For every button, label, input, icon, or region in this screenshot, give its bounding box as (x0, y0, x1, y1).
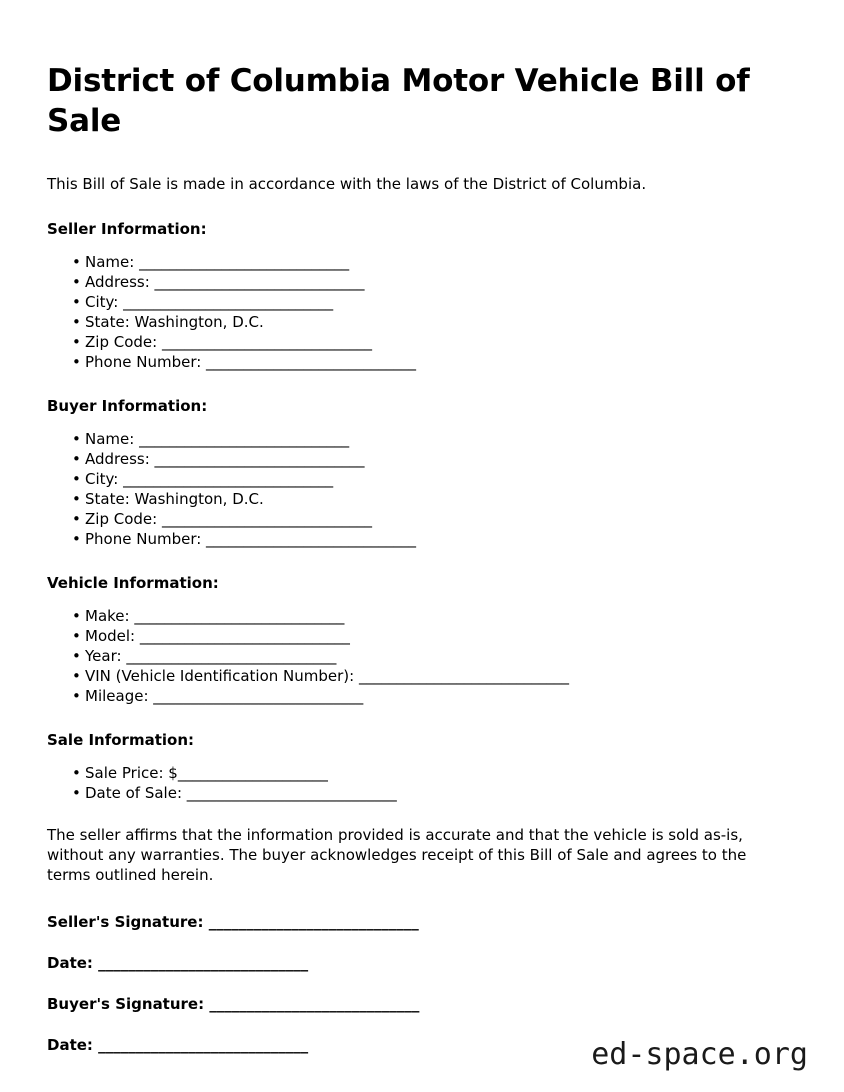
list-item: • Address: ____________________________ (47, 449, 797, 469)
buyer-information-heading: Buyer Information: (47, 397, 208, 415)
list-item: • VIN (Vehicle Identification Number): ____________________________ (47, 666, 797, 686)
list-item: • Address: ____________________________ (47, 272, 797, 292)
footer-watermark: ed-space.org (591, 1037, 808, 1072)
list-item: • Sale Price: $____________________ (47, 763, 797, 783)
list-item: • Name: ____________________________ (47, 252, 797, 272)
intro-paragraph: This Bill of Sale is made in accordance with the laws of the District of Columbia. (47, 175, 647, 193)
list-item: • Year: ____________________________ (47, 646, 797, 666)
list-item: • City: ____________________________ (47, 292, 797, 312)
list-item: • Zip Code: ____________________________ (47, 332, 797, 352)
list-item: • Zip Code: ____________________________ (47, 509, 797, 529)
sale-information-list (47, 763, 797, 803)
list-item: • Phone Number: ____________________________ (47, 529, 797, 549)
seller-signature-line: Seller's Signature: ____________________________ (47, 913, 419, 931)
seller-date-line: Date: ____________________________ (47, 954, 309, 972)
buyer-date-line: Date: ____________________________ (47, 1036, 309, 1054)
vehicle-information-list (47, 606, 797, 706)
list-item: • Name: ____________________________ (47, 429, 797, 449)
seller-information-list (47, 252, 797, 372)
affirmation-paragraph: The seller affirms that the information provided is accurate and that the vehicle is sold as-is, without any warranties. The buyer acknowledges receipt of this Bill of Sale and agrees to the terms outlined herein. (47, 826, 747, 884)
list-item: • State: Washington, D.C. (47, 312, 797, 332)
list-item: • Mileage: ____________________________ (47, 686, 797, 706)
list-item: • Make: ____________________________ (47, 606, 797, 626)
list-item: • Phone Number: ____________________________ (47, 352, 797, 372)
list-item: • State: Washington, D.C. (47, 489, 797, 509)
page-title: District of Columbia Motor Vehicle Bill of Sale (47, 63, 750, 139)
sale-information-heading: Sale Information: (47, 731, 194, 749)
list-item: • Date of Sale: ____________________________ (47, 783, 797, 803)
list-item: • Model: ____________________________ (47, 626, 797, 646)
list-item: • City: ____________________________ (47, 469, 797, 489)
buyer-information-list (47, 429, 797, 549)
vehicle-information-heading: Vehicle Information: (47, 574, 219, 592)
buyer-signature-line: Buyer's Signature: ____________________________ (47, 995, 420, 1013)
seller-information-heading: Seller Information: (47, 220, 207, 238)
